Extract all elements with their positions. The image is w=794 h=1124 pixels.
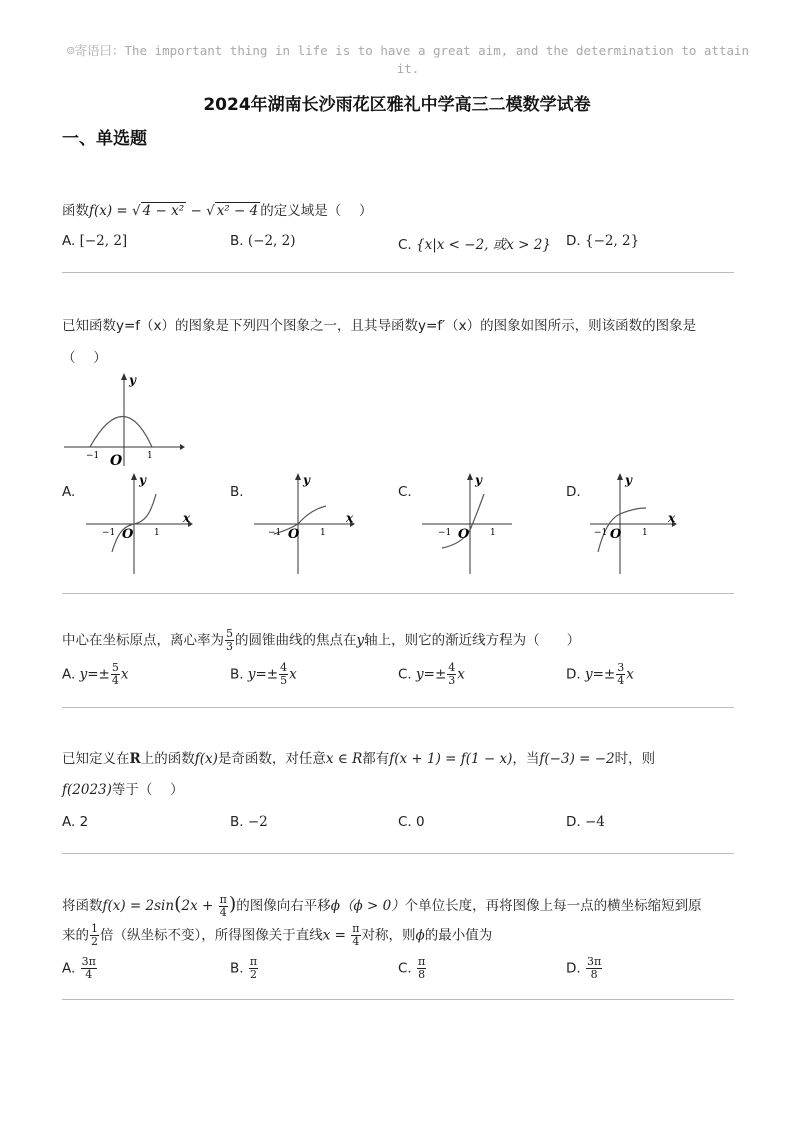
frac-denominator: 2 [91, 934, 98, 948]
option-label: C. [398, 237, 412, 253]
question-5-options [62, 956, 734, 986]
q2-line2: （ ） [62, 350, 107, 366]
frac-numerator: π [219, 892, 227, 906]
q4-f2023: f(2023) [62, 782, 112, 798]
q1-sqrt2: x² − 4 [216, 203, 259, 219]
option-fraction [111, 662, 120, 687]
option-label: B. [230, 666, 244, 683]
frac-numerator: 5 [226, 627, 233, 640]
frac-denominator: 8 [590, 968, 598, 981]
q1-option-c[interactable] [398, 233, 551, 253]
option-fraction [249, 956, 258, 981]
option-fraction [81, 956, 97, 981]
q2-option-d-graph[interactable] [588, 472, 698, 576]
frac-denominator: 4 [219, 905, 227, 919]
q4-text: 是奇函数，对任意 [217, 751, 326, 767]
label-origin: O [122, 527, 134, 542]
q5-line1: 将函数f(x) = 2sin(2x + $\frac{\pi}{4}$ )的图像向右平移ϕ（ϕ > 0）个单位长度，再将图像上每一点的横坐标缩短到原 [62, 892, 702, 919]
q5-line2 [62, 923, 734, 948]
q3-option-a[interactable] [62, 662, 128, 687]
option-post: x [626, 666, 634, 683]
divider [62, 999, 734, 1000]
q4-fx: f(x) [194, 751, 218, 767]
q4-text: 都有 [362, 751, 390, 767]
option-post: x [289, 666, 297, 683]
option-fraction [279, 662, 288, 687]
option-label: A. [62, 960, 76, 977]
q5-text: 的图像向右平移 [236, 898, 331, 914]
label-neg1: −1 [102, 528, 116, 538]
frac-denominator: 4 [617, 674, 625, 687]
question-1-options [62, 233, 734, 255]
frac-denominator: 4 [111, 674, 119, 687]
q3-option-d[interactable] [566, 662, 634, 687]
option-text: [−2, 2] [79, 233, 128, 249]
option-pre: y=± [247, 666, 279, 683]
label-origin: O [610, 527, 622, 542]
q5-text: 倍（纵坐标不变），所得图像关于直线 [100, 927, 323, 943]
label-y: y [625, 473, 632, 487]
q2-option-d-label[interactable]: D. [566, 484, 581, 500]
q4-option-d[interactable] [566, 814, 605, 830]
option-label: A. [62, 814, 76, 830]
q5-text: 将函数 [62, 898, 103, 914]
label-neg1: −1 [438, 528, 452, 538]
option-fraction [586, 956, 602, 981]
label-neg1: −1 [268, 528, 282, 538]
q5-math: 2x + [181, 898, 218, 914]
q1-math: f(x) = [89, 203, 133, 219]
option-text: 2 [79, 814, 89, 830]
q5-text: 的最小值为 [424, 927, 493, 943]
frac-denominator: 3 [226, 640, 233, 653]
q3-option-c[interactable] [398, 662, 465, 687]
frac-numerator: 3 [617, 661, 625, 674]
q5-option-c[interactable] [398, 956, 427, 981]
divider [62, 272, 734, 273]
label-x: x [346, 511, 354, 525]
q1-sqrt1: 4 − x² [142, 203, 185, 219]
label-x: x [668, 511, 676, 525]
q4-text: 上的函数 [140, 751, 195, 767]
q4-R: R [129, 751, 141, 767]
q2-option-c-graph[interactable] [420, 472, 530, 576]
q4-option-c[interactable] [398, 814, 425, 830]
frac-numerator: 4 [280, 661, 288, 674]
option-label: D. [566, 960, 581, 977]
question-2-stem [62, 316, 734, 368]
frac-denominator: 4 [352, 934, 360, 948]
q5-fraction [90, 923, 99, 948]
label-y: y [129, 373, 136, 387]
q5-cond: （ϕ > 0） [339, 898, 405, 914]
option-label: D. [566, 233, 581, 249]
option-label: A. [62, 666, 76, 683]
q2-option-b-graph[interactable] [252, 472, 362, 576]
option-text: 0 [416, 814, 425, 830]
q1-option-a[interactable] [62, 233, 127, 249]
q4-eq1: f(x + 1) = f(1 − x) [389, 751, 513, 767]
question-4-options [62, 814, 734, 836]
divider [62, 853, 734, 854]
option-fraction [616, 662, 625, 687]
q3-text-b: 的圆锥曲线的焦点在 [235, 632, 357, 649]
label-pos1: 1 [490, 528, 496, 538]
q5-option-b[interactable] [230, 956, 259, 981]
option-fraction [417, 956, 426, 981]
option-pre: y=± [584, 666, 616, 683]
label-y: y [303, 473, 310, 487]
q5-fraction [219, 894, 228, 919]
q5-text: 个单位长度，再将图像上每一点的横坐标缩短到原 [404, 898, 702, 914]
question-4-stem [62, 749, 734, 800]
q2-option-c-label[interactable]: C. [398, 484, 412, 500]
option-label: B. [230, 233, 244, 249]
label-neg1: −1 [86, 451, 100, 461]
option-pre: y=± [416, 666, 447, 683]
frac-denominator: 8 [418, 968, 426, 981]
q1-option-b[interactable] [230, 233, 295, 249]
option-label: D. [566, 814, 581, 830]
label-origin: O [458, 527, 470, 542]
motto-header: ☺寄语曰：The important thing in life is to have a great aim, and the determination to attain it. [66, 43, 750, 76]
option-pre: y=± [79, 666, 110, 683]
q5-text: 对称，则 [361, 927, 416, 943]
label-y: y [139, 473, 146, 487]
q2-option-a-graph[interactable] [84, 472, 194, 576]
frac-numerator: π [418, 955, 426, 968]
q4-line2 [62, 780, 734, 800]
option-text: −2 [247, 814, 268, 830]
q3-text-c: 轴上，则它的渐近线方程为（ ） [364, 632, 581, 649]
label-pos1: 1 [642, 528, 648, 538]
section-heading: 一、单选题 [62, 129, 147, 149]
q5-phi: ϕ [330, 898, 340, 914]
option-post: x [120, 666, 129, 683]
question-3-stem [62, 628, 734, 653]
question-1-stem: 函数f(x) = √ 4 − x² − √ x² − 4 的定义域是（ ） [62, 203, 373, 219]
q5-text: 来的 [62, 927, 89, 943]
option-text: (−2, 2) [247, 233, 296, 249]
option-text: {x|x < −2, 或x > 2} [416, 237, 551, 253]
frac-denominator: 2 [249, 968, 257, 981]
option-label: C. [398, 666, 412, 683]
q5-math: f(x) = 2sin [102, 898, 175, 914]
question-5-stem [62, 892, 734, 948]
label-y: y [475, 473, 482, 487]
derivative-graph [62, 370, 186, 470]
frac-numerator: 3π [586, 955, 602, 968]
frac-numerator: 3π [81, 955, 96, 968]
q3-y: y [356, 632, 365, 649]
q4-text: ，当 [512, 751, 540, 767]
q4-text: 时，则 [614, 751, 656, 767]
label-neg1: −1 [594, 528, 608, 538]
frac-denominator: 3 [448, 674, 456, 687]
option-label: C. [398, 960, 412, 977]
option-label: D. [566, 666, 581, 683]
q4-line1 [62, 749, 734, 769]
label-origin: O [288, 527, 300, 542]
q4-text: 等于（ ） [111, 782, 184, 798]
frac-numerator: 5 [111, 661, 119, 674]
frac-numerator: 1 [91, 921, 98, 935]
q5-option-d[interactable] [566, 956, 603, 981]
option-label: A. [62, 233, 76, 249]
q4-text: 已知定义在 [62, 751, 130, 767]
label-pos1: 1 [147, 451, 153, 461]
q1-prefix: 函数 [62, 203, 89, 219]
q2-line1: 已知函数y=f（x）的图象是下列四个图象之一，且其导函数y=f′（x）的图象如图所示，则该函数的图象是 [62, 318, 697, 334]
frac-numerator: π [249, 955, 258, 968]
q3-fraction [225, 628, 234, 653]
option-text: {−2, 2} [584, 233, 640, 249]
option-label: B. [230, 960, 244, 977]
option-fraction [447, 662, 456, 687]
frac-numerator: π [352, 921, 360, 935]
q5-option-a[interactable] [62, 956, 98, 981]
q5-phi: ϕ [415, 927, 425, 943]
label-pos1: 1 [154, 528, 160, 538]
frac-denominator: 4 [85, 968, 93, 981]
q4-eq2: f(−3) = −2 [539, 751, 615, 767]
q3-text-a: 中心在坐标原点，离心率为 [62, 632, 224, 649]
q3-option-b[interactable] [230, 662, 297, 687]
page-title: 2024年湖南长沙雨花区雅礼中学高三二模数学试卷 [203, 95, 591, 115]
option-text: −4 [584, 814, 605, 830]
q5-math: x = [322, 927, 351, 943]
label-x: x [183, 511, 191, 525]
divider [62, 593, 734, 594]
q1-option-d[interactable] [566, 233, 639, 249]
frac-numerator: 4 [448, 661, 456, 674]
label-pos1: 1 [320, 528, 326, 538]
q4-xinR: x ∈ R [325, 751, 363, 767]
divider [62, 707, 734, 708]
option-label: B. [230, 814, 244, 830]
option-post: x [457, 666, 465, 683]
option-label: C. [398, 814, 412, 830]
question-3-options [62, 662, 734, 690]
frac-denominator: 5 [280, 674, 288, 687]
q1-minus: − [186, 203, 207, 219]
q2-option-a-label[interactable]: A. [62, 484, 76, 500]
label-origin: O [110, 453, 123, 469]
q5-fraction [351, 923, 360, 948]
q2-option-b-label[interactable]: B. [230, 484, 244, 500]
q1-suffix: 的定义域是（ ） [260, 203, 373, 219]
q4-option-b[interactable] [230, 814, 268, 830]
q4-option-a[interactable] [62, 814, 88, 830]
